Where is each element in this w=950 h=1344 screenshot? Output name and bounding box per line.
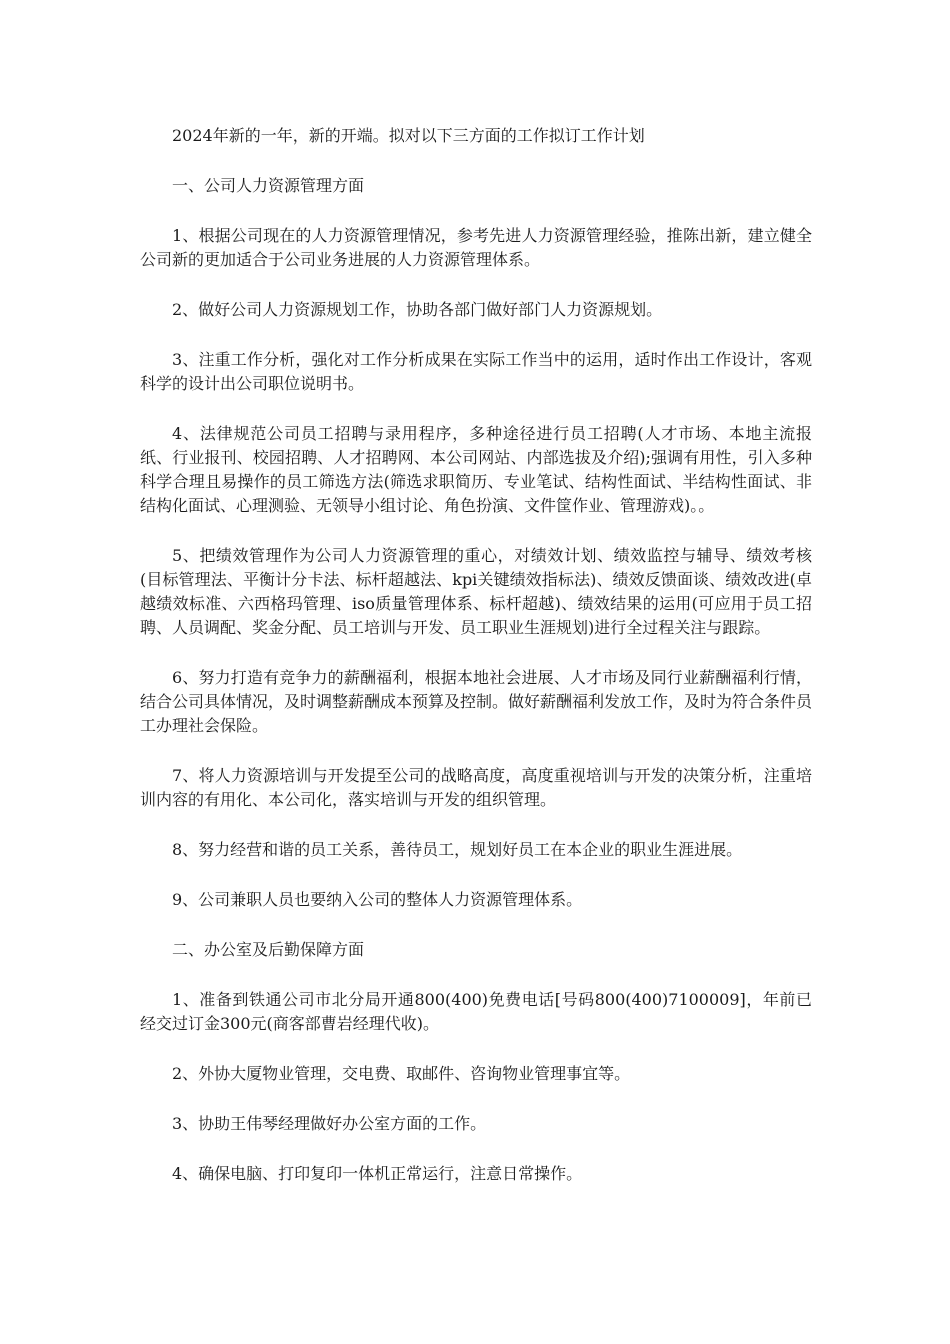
office-item-4: 4、确保电脑、打印复印一体机正常运行，注意日常操作。: [172, 1164, 583, 1183]
hr-item-6: 6、努力打造有竞争力的薪酬福利，根据本地社会进展、人才市场及同行业薪酬福利行情，结合公司具体情况，及时调整薪酬成本预算及控制。做好薪酬福利发放工作，及时为符合条件员工办理社会保险。: [140, 668, 813, 735]
office-item-1: 1、准备到铁通公司市北分局开通800(400)免费电话[号码800(400)7100009]，年前已经交过订金300元(商客部曹岩经理代收)。: [140, 990, 812, 1033]
hr-item-7: 7、将人力资源培训与开发提至公司的战略高度，高度重视培训与开发的决策分析，注重培训内容的有用化、本公司化，落实培训与开发的组织管理。: [140, 766, 812, 809]
intro-paragraph: 2024年新的一年，新的开端。拟对以下三方面的工作拟订工作计划: [172, 126, 645, 145]
hr-item-9: 9、公司兼职人员也要纳入公司的整体人力资源管理体系。: [172, 890, 583, 909]
hr-item-2: 2、做好公司人力资源规划工作，协助各部门做好部门人力资源规划。: [172, 300, 663, 319]
hr-item-5: 5、把绩效管理作为公司人力资源管理的重心，对绩效计划、绩效监控与辅导、绩效考核(目标管理法、平衡计分卡法、标杆超越法、kpi关键绩效指标法)、绩效反馈面谈、绩效改进(卓越绩效标准、六西格玛管理、iso质量管理体系、标杆超越)、绩效结果的运用(可应用于员工招聘、人员调配、奖金分配、员工培训与开发、员工职业生涯规划)进行全过程关注与跟踪。: [140, 546, 812, 637]
hr-item-8: 8、努力经营和谐的员工关系，善待员工，规划好员工在本企业的职业生涯进展。: [172, 840, 743, 859]
hr-item-3: 3、注重工作分析，强化对工作分析成果在实际工作当中的运用，适时作出工作设计，客观科学的设计出公司职位说明书。: [140, 350, 812, 393]
hr-item-4: 4、法律规范公司员工招聘与录用程序，多种途径进行员工招聘(人才市场、本地主流报纸、行业报刊、校园招聘、人才招聘网、本公司网站、内部选拔及介绍);强调有用性，引入多种科学合理且易操作的员工筛选方法(筛选求职简历、专业笔试、结构性面试、半结构性面试、非结构化面试、心理测验、无领导小组讨论、角色扮演、文件筐作业、管理游戏)。。: [140, 424, 812, 515]
section-heading-hr: 一、公司人力资源管理方面: [172, 176, 365, 195]
document-body: [140, 124, 812, 1212]
office-item-3: 3、协助王伟琴经理做好办公室方面的工作。: [172, 1114, 487, 1133]
office-item-2: 2、外协大厦物业管理，交电费、取邮件、咨询物业管理事宜等。: [172, 1064, 631, 1083]
hr-item-1: 1、根据公司现在的人力资源管理情况，参考先进人力资源管理经验，推陈出新，建立健全公司新的更加适合于公司业务进展的人力资源管理体系。: [140, 226, 812, 269]
section-heading-office: 二、办公室及后勤保障方面: [172, 940, 365, 959]
